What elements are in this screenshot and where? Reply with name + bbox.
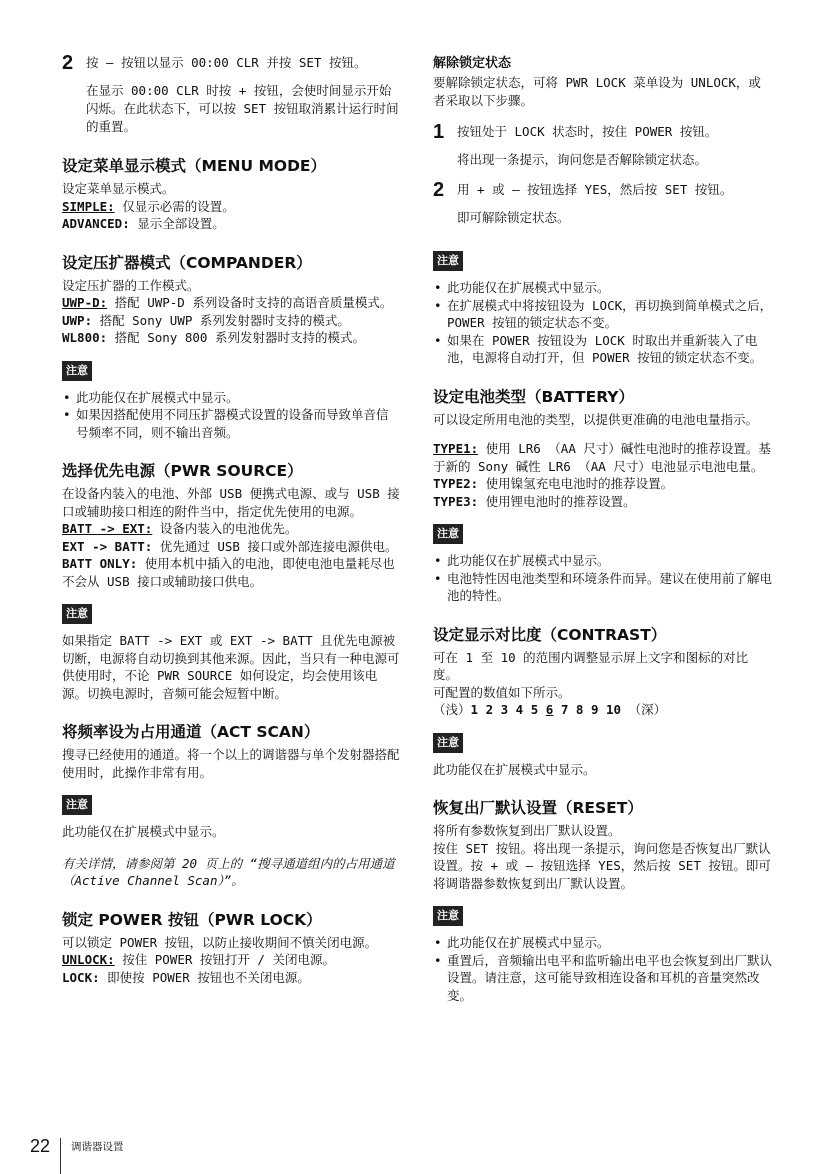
step-number: 2 (433, 179, 445, 201)
step-2 (62, 52, 400, 74)
section-desc: 设定菜单显示模式。 (62, 181, 175, 196)
note-item: • 电池特性因电池类型和环境条件而异。建议在使用前了解电池的特性。 (433, 570, 773, 605)
note-item: • 在扩展模式中将按钮设为 LOCK，再切换到简单模式之后，POWER 按钮的锁定状态不变。 (433, 297, 773, 332)
option-type3 (433, 493, 773, 511)
page-number: 22 (30, 1135, 51, 1156)
section-desc: 搜寻已经使用的通道。将一个以上的调谐器与单个发射器搭配使用时，此操作非常有用。 (62, 747, 400, 780)
section-battery (433, 387, 773, 605)
option-desc: 仅显示必需的设置。 (114, 198, 235, 214)
section-desc: 设定压扩器的工作模式。 (62, 277, 200, 293)
section-contrast (433, 625, 773, 779)
section-desc: 要解除锁定状态，可将 PWR LOCK 菜单设为 UNLOCK，或者采取以下步骤。 (433, 75, 761, 108)
left-column (62, 52, 400, 986)
option-term: BATT -> EXT: (62, 521, 153, 536)
option-desc: 使用 LR6 （AA 尺寸）碱性电池时的推荐设置。基于新的 Sony 碱性 LR6 （AA 尺寸）电池显示电池电量。 (433, 441, 771, 474)
section-title: 将频率设为占用通道（ACT SCAN） (62, 723, 320, 741)
page-footer (30, 1128, 124, 1164)
option-term: SIMPLE: (62, 198, 115, 214)
section-desc: 将所有参数恢复到出厂默认设置。 (433, 823, 621, 838)
note-text: 此功能仅在扩展模式中显示。 (62, 824, 225, 839)
note-badge: 注意 (62, 361, 92, 381)
contrast-default-value: 6 (545, 702, 554, 717)
section-pwr-source (62, 461, 400, 702)
section-unlock (433, 56, 773, 367)
step-2 (433, 179, 773, 201)
option-term: TYPE1: (433, 441, 479, 456)
section-title: 设定压扩器模式（COMPANDER） (62, 253, 312, 272)
step-number: 1 (433, 121, 445, 143)
option-batt-only (62, 555, 400, 590)
option-lock (62, 969, 400, 987)
section-desc-2: 按住 SET 按钮。将出现一条提示，询问您是否恢复出厂默认设置。按 + 或 – 按钮选择 YES，然后按 SET 按钮。即可将调谐器参数恢复到出厂默认设置。 (433, 840, 771, 891)
option-desc: 搭配 Sony UWP 系列发射器时支持的模式。 (92, 312, 350, 328)
right-column (433, 56, 773, 1004)
note-badge: 注意 (433, 733, 463, 753)
option-batt-ext (62, 520, 400, 538)
option-simple (62, 198, 400, 216)
note-text: 如果指定 BATT -> EXT 或 EXT -> BATT 且优先电源被切断，电源将自动切换到其他来源。因此，当只有一种电源可供使用时，不论 PWR SOURCE 如何设定，均会使用该电源。切换电源时，音频可能会短暂中断。 (62, 633, 400, 701)
option-desc: 显示全部设置。 (129, 216, 225, 231)
footer-section-name: 调谐器设置 (71, 1140, 124, 1153)
section-pwr-lock (62, 910, 400, 987)
step-1 (433, 121, 773, 143)
contrast-values-high: 7 8 9 10 (553, 702, 622, 717)
note-item: • 此功能仅在扩展模式中显示。 (433, 279, 773, 297)
option-desc: 使用锂电池时的推荐设置。 (478, 493, 636, 509)
note-item: • 重置后，音频输出电平和监听输出电平也会恢复到出厂默认设置。请注意，这可能导致相连设备和耳机的音量突然改变。 (433, 952, 773, 1005)
section-title: 设定菜单显示模式（MENU MODE） (62, 157, 327, 175)
section-title: 锁定 POWER 按钮（PWR LOCK） (62, 910, 322, 929)
option-term: LOCK: (62, 969, 100, 985)
section-reset (433, 798, 773, 1004)
note-list (62, 389, 400, 442)
option-desc: 使用本机中插入的电池，即使电池电量耗尽也不会从 USB 接口或辅助接口供电。 (62, 556, 395, 589)
note-item: • 此功能仅在扩展模式中显示。 (433, 552, 773, 570)
note-badge: 注意 (62, 795, 92, 815)
section-title: 选择优先电源（PWR SOURCE） (62, 462, 303, 480)
option-term: TYPE3: (433, 493, 479, 509)
section-title: 恢复出厂默认设置（RESET） (433, 799, 643, 817)
option-type1 (433, 440, 773, 475)
step-2-detail: 在显示 00:00 CLR 时按 + 按钮，会使时间显示开始闪烁。在此状态下，可以按 SET 按钮取消累计运行时间的重置。 (86, 83, 399, 134)
option-term: UWP-D: (62, 295, 108, 310)
note-item: • 此功能仅在扩展模式中显示。 (433, 934, 773, 952)
section-compander (62, 253, 400, 442)
option-desc: 按住 POWER 按钮打开 / 关闭电源。 (114, 952, 335, 967)
step-text: 按钮处于 LOCK 状态时，按住 POWER 按钮。 (457, 124, 718, 139)
step-text: 按 – 按钮以显示 00:00 CLR 并按 SET 按钮。 (86, 55, 367, 70)
note-badge: 注意 (62, 604, 92, 624)
option-desc: 即使按 POWER 按钮也不关闭电源。 (99, 969, 310, 985)
option-term: ADVANCED: (62, 216, 130, 231)
cross-reference: 有关详情，请参阅第 20 页上的 “搜寻通道组内的占用通道（Active Channel Scan）”。 (62, 855, 395, 888)
option-term: TYPE2: (433, 476, 479, 491)
section-title: 设定电池类型（BATTERY） (433, 387, 635, 406)
step-text: 用 + 或 – 按钮选择 YES，然后按 SET 按钮。 (457, 182, 733, 197)
section-desc: 可在 1 至 10 的范围内调整显示屏上文字和图标的对比度。 (433, 649, 749, 682)
section-title: 解除锁定状态 (433, 56, 512, 71)
option-desc: 搭配 UWP-D 系列设备时支持的高语音质量模式。 (107, 295, 393, 310)
section-title: 设定显示对比度（CONTRAST） (433, 625, 667, 644)
option-desc: 设备内装入的电池优先。 (152, 521, 298, 536)
step-2-detail: 即可解除锁定状态。 (457, 210, 570, 225)
section-desc-2: 可配置的数值如下所示。 (433, 684, 571, 700)
option-term: EXT -> BATT: (62, 538, 153, 554)
option-term: BATT ONLY: (62, 556, 138, 571)
contrast-values-low: 1 2 3 4 5 (470, 702, 546, 717)
section-act-scan (62, 722, 400, 890)
option-advanced (62, 215, 400, 233)
note-list (433, 552, 773, 605)
step-number: 2 (62, 52, 74, 74)
option-uwp (62, 312, 400, 330)
note-item: • 如果在 POWER 按钮设为 LOCK 时取出并重新装入了电池，电源将自动打开，但 POWER 按钮的锁定状态不变。 (433, 332, 773, 367)
note-list (433, 279, 773, 367)
option-term: UNLOCK: (62, 952, 115, 967)
note-badge: 注意 (433, 251, 463, 271)
section-desc: 可以锁定 POWER 按钮，以防止接收期间不慎关闭电源。 (62, 934, 378, 950)
option-term: WL800: (62, 330, 108, 345)
contrast-light-label: （浅） (433, 702, 471, 717)
option-desc: 优先通过 USB 接口或外部连接电源供电。 (152, 538, 398, 554)
option-ext-batt (62, 538, 400, 556)
note-item: • 如果因搭配使用不同压扩器模式设置的设备而导致单音信号频率不同，则不输出音频。 (62, 406, 400, 441)
step-1-detail: 将出现一条提示，询问您是否解除锁定状态。 (457, 152, 708, 167)
contrast-dark-label: （深） (621, 702, 667, 717)
option-desc: 搭配 Sony 800 系列发射器时支持的模式。 (107, 330, 365, 345)
note-text: 此功能仅在扩展模式中显示。 (433, 761, 596, 777)
contrast-values (433, 701, 773, 719)
section-desc: 在设备内装入的电池、外部 USB 便携式电源、或与 USB 接口或辅助接口相连的附件当中，指定优先使用的电源。 (62, 486, 400, 519)
option-term: UWP: (62, 312, 93, 328)
section-desc: 可以设定所用电池的类型，以提供更准确的电池电量指示。 (433, 411, 759, 427)
note-badge: 注意 (433, 524, 463, 544)
option-type2 (433, 475, 773, 493)
note-item: • 此功能仅在扩展模式中显示。 (62, 389, 400, 407)
option-desc: 使用镍氢充电电池时的推荐设置。 (478, 476, 674, 491)
note-badge: 注意 (433, 906, 463, 926)
option-uwp-d (62, 294, 400, 312)
option-wl800 (62, 329, 400, 347)
note-list (433, 934, 773, 1004)
section-menu-mode (62, 156, 400, 233)
option-unlock (62, 951, 400, 969)
